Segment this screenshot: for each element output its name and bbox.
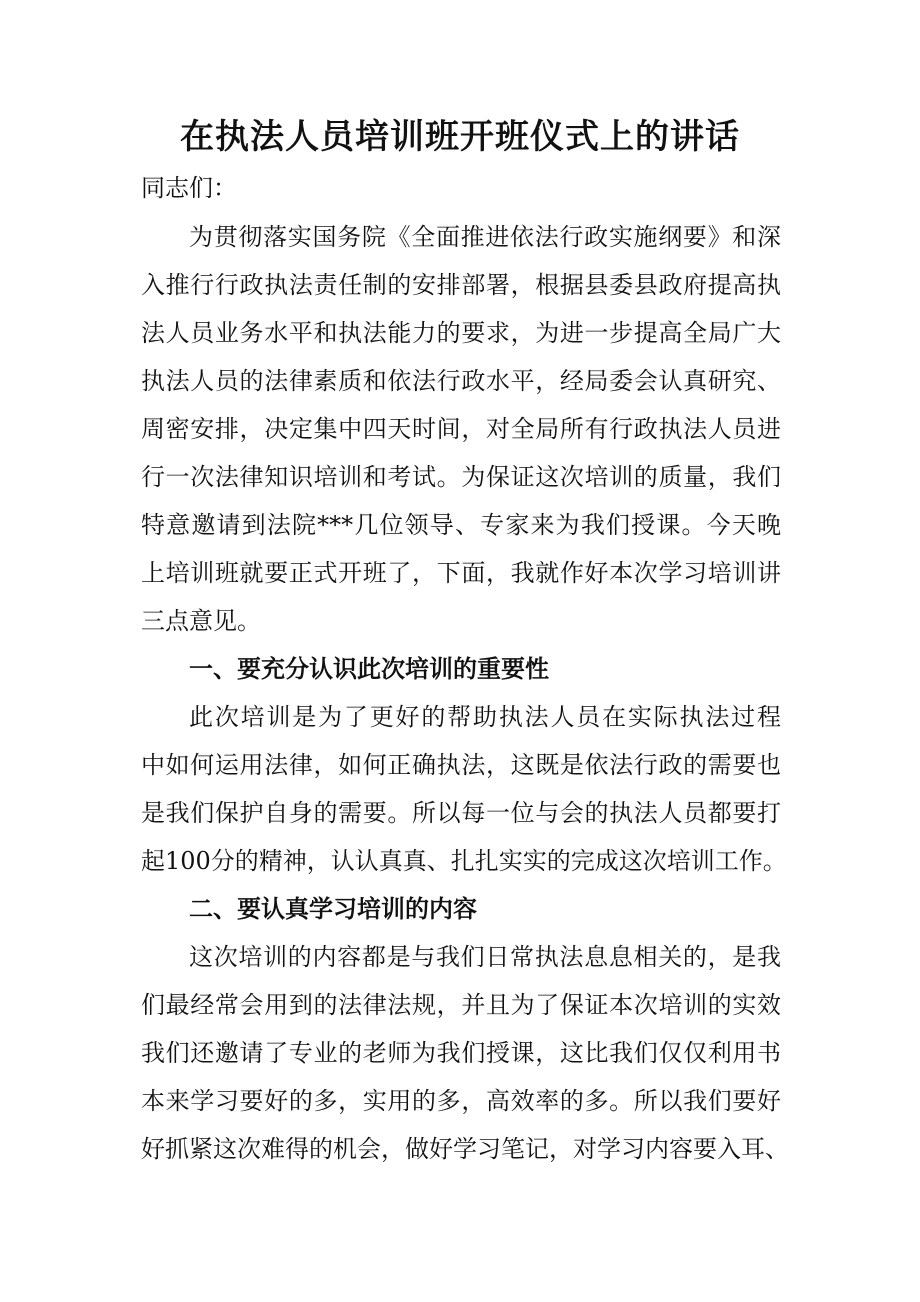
paragraph-line: 起100分的精神，认认真真、扎扎实实的完成这次培训工作。 — [141, 847, 787, 875]
paragraph-line: 好抓紧这次难得的机会，做好学习笔记，对学习内容要入耳、 — [141, 1135, 789, 1163]
paragraph-line: 为贯彻落实国务院《全面推进依法行政实施纲要》和深 — [189, 223, 781, 251]
paragraph-line: 行一次法律知识培训和考试。为保证这次培训的质量，我们 — [141, 463, 781, 491]
paragraph-line: 法人员业务水平和执法能力的要求，为进一步提高全局广大 — [141, 319, 781, 347]
paragraph-line: 三点意见。 — [141, 607, 261, 635]
paragraph-line: 上培训班就要正式开班了，下面，我就作好本次学习培训讲 — [141, 559, 781, 587]
paragraph-line: 这次培训的内容都是与我们日常执法息息相关的，是我 — [189, 943, 781, 971]
paragraph-line: 是我们保护自身的需要。所以每一位与会的执法人员都要打 — [141, 799, 781, 827]
paragraph-line: 执法人员的法律素质和依法行政水平，经局委会认真研究、 — [141, 367, 781, 395]
section-heading-2: 二、要认真学习培训的内容 — [189, 894, 477, 923]
paragraph-line: 中如何运用法律，如何正确执法，这既是依法行政的需要也 — [141, 751, 781, 779]
paragraph-line: 我们还邀请了专业的老师为我们授课，这比我们仅仅利用书 — [141, 1039, 781, 1067]
paragraph-line: 特意邀请到法院***几位领导、专家来为我们授课。今天晚 — [141, 511, 781, 539]
paragraph-line: 入推行行政执法责任制的安排部署，根据县委县政府提高执 — [141, 271, 781, 299]
document-title: 在执法人员培训班开班仪式上的讲话 — [180, 117, 740, 157]
salutation: 同志们： — [141, 174, 237, 202]
paragraph-line: 此次培训是为了更好的帮助执法人员在实际执法过程 — [189, 703, 781, 731]
paragraph-line: 周密安排，决定集中四天时间，对全局所有行政执法人员进 — [141, 415, 781, 443]
section-heading-1: 一、要充分认识此次培训的重要性 — [189, 654, 549, 683]
paragraph-line: 们最经常会用到的法律法规，并且为了保证本次培训的实效 — [141, 991, 781, 1019]
paragraph-line: 本来学习要好的多，实用的多，高效率的多。所以我们要好 — [141, 1087, 781, 1115]
